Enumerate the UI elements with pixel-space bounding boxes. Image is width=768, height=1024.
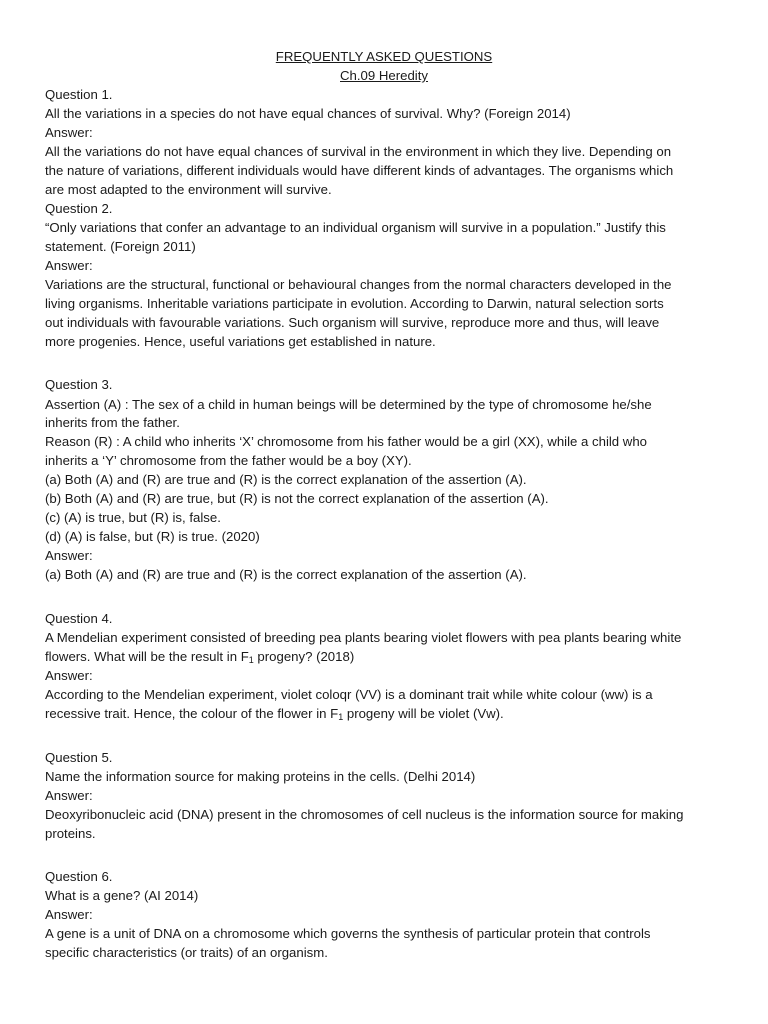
answer-2-line: out individuals with favourable variations. Such organism will survive, reproduce more and thus, will leave	[45, 315, 660, 330]
answer-5-line: proteins.	[45, 826, 96, 841]
answer-5-line: Deoxyribonucleic acid (DNA) present in the chromosomes of cell nucleus is the information source for making	[45, 807, 684, 822]
question-4-line: A Mendelian experiment consisted of breeding pea plants bearing violet flowers with pea plants bearing white	[45, 630, 682, 645]
answer-1-line: All the variations do not have equal chances of survival in the environment in which they live. Depending on	[45, 144, 672, 159]
question-3-option-a: (a) Both (A) and (R) are true and (R) is the correct explanation of the assertion (A).	[45, 472, 527, 487]
question-2-label: Question 2.	[45, 201, 113, 216]
answer-1-label: Answer:	[45, 125, 93, 140]
answer-1-line: the nature of variations, different individuals would have different kinds of advantages. The organisms which	[45, 163, 674, 178]
document-title: FREQUENTLY ASKED QUESTIONS	[275, 49, 493, 64]
question-4-label: Question 4.	[45, 611, 113, 626]
answer-1-line: are most adapted to the environment will survive.	[45, 182, 332, 197]
question-3-option-d: (d) (A) is false, but (R) is true. (2020)	[45, 529, 260, 544]
answer-2-line: more progenies. Hence, useful variations get established in nature.	[45, 334, 436, 349]
answer-6-line: A gene is a unit of DNA on a chromosome which governs the synthesis of particular protein that controls	[45, 926, 651, 941]
question-3-line: Assertion (A) : The sex of a child in human beings will be determined by the type of chromosome he/she	[45, 397, 652, 412]
question-3-line: Reason (R) : A child who inherits ‘X’ chromosome from his father would be a girl (XX), while a child who	[45, 434, 647, 449]
answer-3-text: (a) Both (A) and (R) are true and (R) is the correct explanation of the assertion (A).	[45, 567, 527, 582]
question-1-label: Question 1.	[45, 87, 113, 102]
question-6-text: What is a gene? (AI 2014)	[45, 888, 199, 903]
answer-2-line: living organisms. Inheritable variations participate in evolution. According to Darwin, natural selection sorts	[45, 296, 664, 311]
question-5-text: Name the information source for making proteins in the cells. (Delhi 2014)	[45, 769, 476, 784]
answer-2-line: Variations are the structural, functional or behavioural changes from the normal characters developed in the	[45, 277, 672, 292]
answer-4-label: Answer:	[45, 668, 93, 683]
question-2-line: “Only variations that confer an advantage to an individual organism will survive in a population.” Justify this	[45, 220, 666, 235]
question-3-line: inherits a ‘Y’ chromosome from the father would be a boy (XY).	[45, 453, 412, 468]
answer-5-label: Answer:	[45, 788, 93, 803]
answer-4-line: According to the Mendelian experiment, violet coloqr (VV) is a dominant trait while white colour (ww) is a	[45, 687, 653, 702]
question-3-option-b: (b) Both (A) and (R) are true, but (R) is not the correct explanation of the assertion (A).	[45, 491, 549, 506]
chapter-title: Ch.09 Heredity	[340, 68, 428, 83]
question-5-label: Question 5.	[45, 750, 113, 765]
question-2-line: statement. (Foreign 2011)	[45, 239, 196, 254]
answer-2-label: Answer:	[45, 258, 93, 273]
question-1-text: All the variations in a species do not have equal chances of survival. Why? (Foreign 2014)	[45, 106, 571, 121]
answer-6-label: Answer:	[45, 907, 93, 922]
question-3-option-c: (c) (A) is true, but (R) is, false.	[45, 510, 221, 525]
answer-3-label: Answer:	[45, 548, 93, 563]
question-3-label: Question 3.	[45, 377, 113, 392]
question-4-line: flowers. What will be the result in $F_1$ progeny? (2018)	[45, 649, 355, 665]
answer-6-line: specific characteristics (or traits) of an organism.	[45, 945, 328, 960]
question-3-line: inherits from the father.	[45, 415, 180, 430]
question-6-label: Question 6.	[45, 869, 113, 884]
answer-4-line: recessive trait. Hence, the colour of the flower in $F_1$ progeny will be violet (Vw).	[45, 706, 504, 722]
